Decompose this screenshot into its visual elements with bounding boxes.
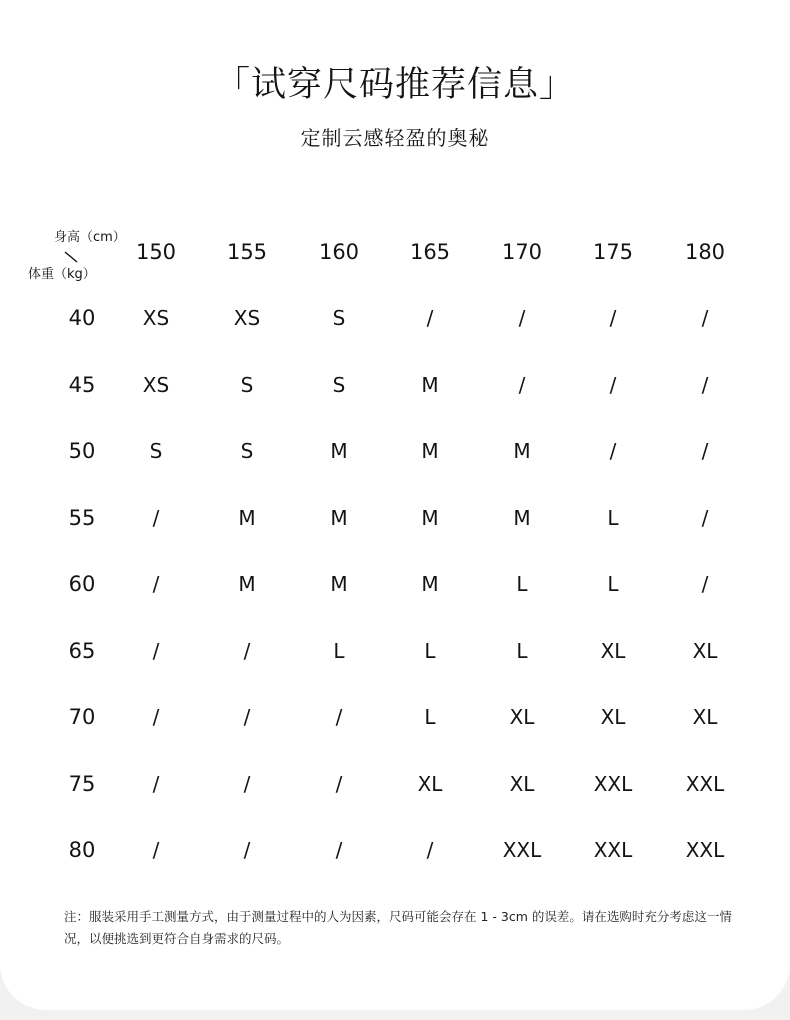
weight-header-cell: 70 [68,705,96,729]
size-cell: / [609,373,617,397]
measurement-note: 注：服装采用手工测量方式，由于测量过程中的人为因素，尺码可能会存在 1 - 3cm 的误差。请在选购时充分考虑这一情况，以便挑选到更符合自身需求的尺码。 [64,909,732,946]
size-cell: S [240,373,254,397]
size-cell: / [518,306,526,330]
weight-header-cell: 75 [68,772,96,796]
size-cell: / [701,439,709,463]
size-cell: M [421,506,439,530]
size-cell: / [335,838,343,862]
size-cell: L [607,572,619,596]
size-cell: / [701,572,709,596]
page-title: 「试穿尺码推荐信息」 [214,65,575,105]
size-cell: XS [233,306,261,330]
size-cell: M [330,506,348,530]
size-cell: / [152,838,160,862]
diagonal-divider-icon [64,251,78,263]
weight-header-cell: 80 [68,838,96,862]
size-cell: / [701,506,709,530]
size-cell: XL [692,639,718,663]
height-axis-label: 身高（cm） [54,230,126,245]
size-cell: / [609,306,617,330]
size-cell: M [330,572,348,596]
height-header-cell: 170 [501,240,543,264]
size-cell: XXL [593,838,633,862]
page-subtitle: 定制云感轻盈的奥秘 [300,126,490,150]
size-cell: / [243,705,251,729]
size-cell: XL [509,772,535,796]
size-cell: M [421,439,439,463]
size-cell: M [513,439,531,463]
height-header-cell: 155 [226,240,268,264]
size-cell: L [607,506,619,530]
size-cell: XL [600,639,626,663]
size-cell: / [243,838,251,862]
size-cell: XL [692,705,718,729]
size-cell: / [335,772,343,796]
weight-header-cell: 50 [68,439,96,463]
height-header-cell: 180 [684,240,726,264]
size-cell: XL [600,705,626,729]
size-cell: / [152,705,160,729]
size-cell: XXL [502,838,542,862]
size-cell: / [701,373,709,397]
size-cell: / [426,838,434,862]
size-cell: XXL [593,772,633,796]
size-cell: M [513,506,531,530]
size-cell: XXL [685,772,725,796]
size-cell: M [421,373,439,397]
size-cell: / [243,772,251,796]
weight-header-cell: 45 [68,373,96,397]
size-cell: / [335,705,343,729]
size-cell: S [332,373,346,397]
size-cell: XXL [685,838,725,862]
size-cell: L [516,639,528,663]
size-cell: / [426,306,434,330]
size-cell: / [152,572,160,596]
weight-header-cell: 65 [68,639,96,663]
size-cell: M [238,506,256,530]
size-cell: / [701,306,709,330]
height-header-cell: 175 [592,240,634,264]
size-cell: XS [142,373,170,397]
size-cell: / [518,373,526,397]
size-cell: XS [142,306,170,330]
height-header-cell: 165 [409,240,451,264]
size-cell: L [424,639,436,663]
size-cell: S [149,439,163,463]
size-cell: M [421,572,439,596]
size-cell: L [333,639,345,663]
size-cell: L [516,572,528,596]
size-cell: M [330,439,348,463]
height-header-cell: 150 [135,240,177,264]
size-cell: XL [417,772,443,796]
size-cell: M [238,572,256,596]
size-cell: / [609,439,617,463]
size-cell: / [243,639,251,663]
weight-axis-label: 体重（kg） [28,267,96,282]
size-cell: / [152,772,160,796]
size-cell: S [332,306,346,330]
size-cell: L [424,705,436,729]
size-cell: S [240,439,254,463]
weight-header-cell: 55 [68,506,96,530]
size-cell: / [152,639,160,663]
height-header-cell: 160 [318,240,360,264]
size-cell: XL [509,705,535,729]
weight-header-cell: 60 [68,572,96,596]
weight-header-cell: 40 [68,306,96,330]
size-cell: / [152,506,160,530]
